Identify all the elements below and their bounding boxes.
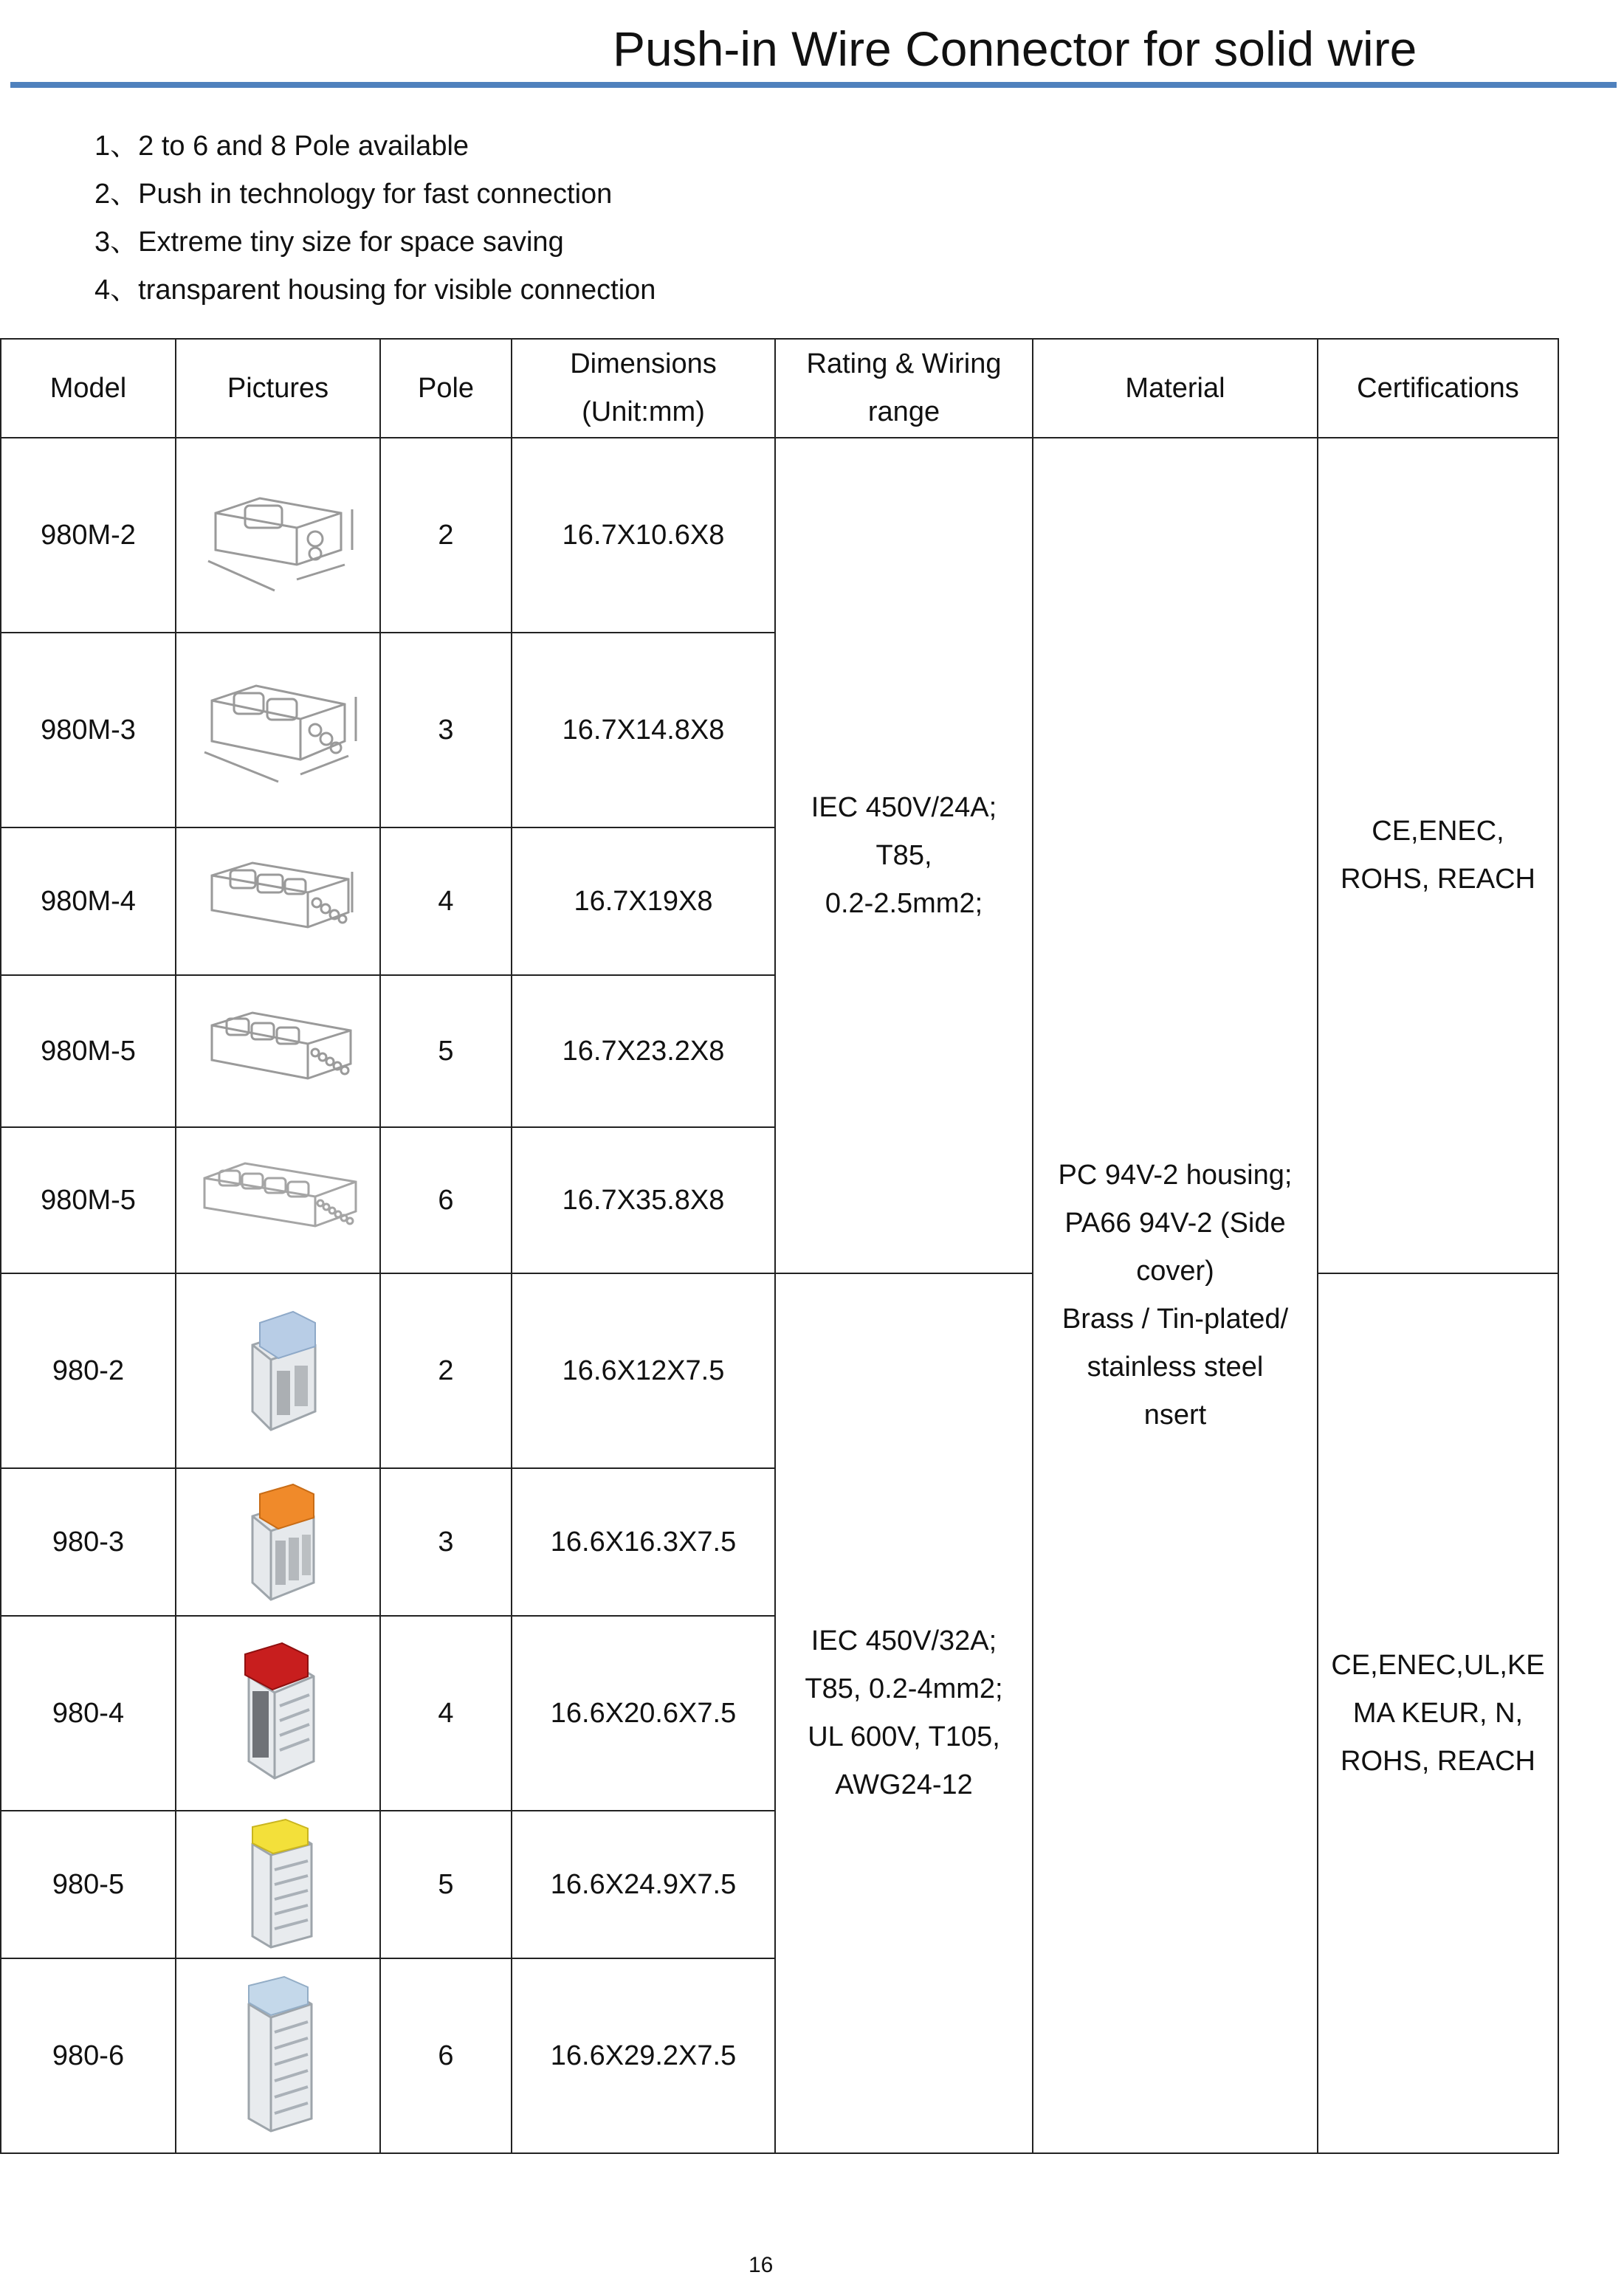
pole-cell: 5 [380,975,512,1127]
feature-item: 1、2 to 6 and 8 Pole available [94,131,469,162]
header-material: Material [1033,339,1318,438]
certification-line: MA KEUR, N, [1352,1697,1524,1729]
title-rule [10,82,1617,88]
model-cell: 980M-4 [1,827,176,975]
model-cell: 980-4 [1,1616,176,1811]
header-rating-line: range [867,396,940,427]
rating-line: T85, [875,839,932,871]
material-line: cover) [1136,1256,1214,1287]
page-title: Push-in Wire Connector for solid wire [613,21,1417,76]
certification-line: ROHS, REACH [1341,864,1535,895]
pole-cell: 4 [380,1616,512,1811]
feature-item: 4、transparent housing for visible connection [94,275,656,306]
picture-cell [176,1958,380,2153]
rating-cell-group-1 [775,438,1033,1273]
dimensions-cell: 16.6X29.2X7.5 [512,1958,775,2153]
pole-cell: 6 [380,1127,512,1273]
feature-item: 2、Push in technology for fast connection [94,179,613,210]
header-pole: Pole [380,339,512,438]
header-dimensions-line: (Unit:mm) [582,396,705,427]
dimensions-cell: 16.7X14.8X8 [512,633,775,827]
certification-line: CE,ENEC,UL,KE [1331,1649,1545,1681]
picture-cell [176,633,380,827]
pole-cell: 4 [380,827,512,975]
connector-2-pole-drawing [193,461,363,609]
picture-cell [176,1811,380,1958]
material-line: Brass / Tin-plated/ [1062,1304,1289,1335]
feature-item: 3、Extreme tiny size for space saving [94,227,564,258]
model-cell: 980M-3 [1,633,176,827]
certification-cell-group-2 [1318,1273,1558,2153]
material-cell [1033,438,1318,2153]
connector-6-pole-photo-lightblue [227,1975,330,2137]
model-cell: 980-2 [1,1273,176,1468]
connector-4-pole-drawing [190,842,367,960]
connector-3-pole-photo-orange [227,1476,330,1608]
dimensions-cell: 16.7X19X8 [512,827,775,975]
connector-4-pole-photo-red [227,1639,330,1787]
connector-5-pole-drawing [190,992,367,1110]
model-cell: 980-3 [1,1468,176,1616]
model-cell: 980M-2 [1,438,176,633]
material-line: PC 94V-2 housing; [1058,1160,1293,1191]
pole-cell: 3 [380,1468,512,1616]
dimensions-cell: 16.6X24.9X7.5 [512,1811,775,1958]
connector-3-pole-drawing [190,656,367,804]
model-cell: 980M-5 [1,1127,176,1273]
picture-cell [176,1127,380,1273]
table-header-row [1,339,1558,438]
material-line: stainless steel [1087,1352,1264,1383]
connector-6-pole-drawing [186,1141,371,1259]
page-number: 16 [749,2253,774,2277]
rating-line: IEC 450V/32A; [811,1625,997,1656]
connector-2-pole-photo-blue [227,1301,330,1441]
pole-cell: 5 [380,1811,512,1958]
header-certifications: Certifications [1318,339,1558,438]
model-cell: 980M-5 [1,975,176,1127]
rating-cell-group-2 [775,1273,1033,2153]
material-line: nsert [1143,1400,1207,1431]
rating-line: T85, 0.2-4mm2; [805,1673,1003,1704]
dimensions-cell: 16.7X23.2X8 [512,975,775,1127]
header-dimensions-line: Dimensions [570,348,717,379]
picture-cell [176,1468,380,1616]
picture-cell [176,438,380,633]
connector-5-pole-photo-yellow [230,1818,326,1951]
feature-list [94,123,656,314]
picture-cell [176,975,380,1127]
pole-cell: 6 [380,1958,512,2153]
picture-cell [176,1616,380,1811]
material-line: PA66 94V-2 (Side [1064,1208,1286,1239]
certification-line: ROHS, REACH [1341,1745,1535,1777]
dimensions-cell: 16.6X20.6X7.5 [512,1616,775,1811]
rating-line: AWG24-12 [835,1769,973,1800]
picture-cell [176,1273,380,1468]
model-cell: 980-5 [1,1811,176,1958]
dimensions-cell: 16.7X10.6X8 [512,438,775,633]
pole-cell: 3 [380,633,512,827]
certification-line: CE,ENEC, [1372,816,1504,847]
model-cell: 980-6 [1,1958,176,2153]
pole-cell: 2 [380,438,512,633]
header-rating [775,339,1033,438]
picture-cell [176,827,380,975]
header-pictures: Pictures [176,339,380,438]
table-row [1,1273,1558,1468]
pole-cell: 2 [380,1273,512,1468]
dimensions-cell: 16.6X12X7.5 [512,1273,775,1468]
rating-line: IEC 450V/24A; [811,791,997,823]
dimensions-cell: 16.6X16.3X7.5 [512,1468,775,1616]
spec-table [0,338,1559,2154]
rating-line: 0.2-2.5mm2; [825,887,983,919]
rating-line: UL 600V, T105, [808,1721,1000,1752]
header-dimensions [512,339,775,438]
table-row [1,438,1558,633]
dimensions-cell: 16.7X35.8X8 [512,1127,775,1273]
header-model: Model [1,339,176,438]
certification-cell-group-1 [1318,438,1558,1273]
header-rating-line: Rating & Wiring [806,348,1002,379]
